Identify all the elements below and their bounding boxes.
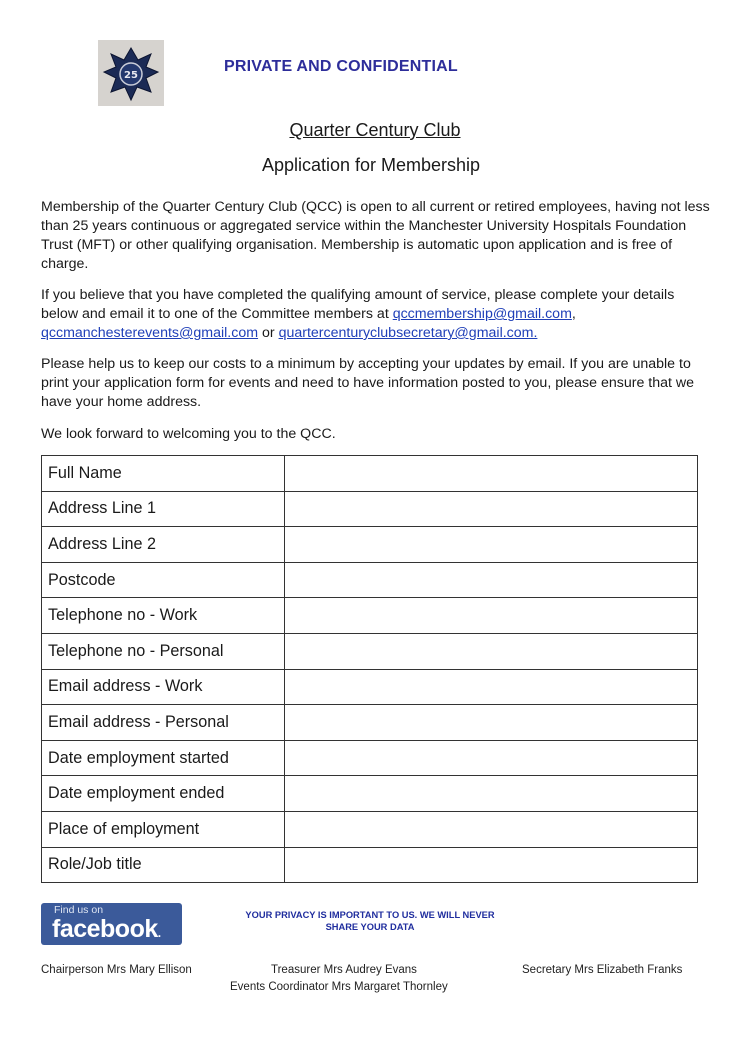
intro-paragraph-welcome: We look forward to welcoming you to the QCC. bbox=[41, 426, 336, 442]
footer-events-coordinator: Events Coordinator Mrs Margaret Thornley bbox=[230, 981, 448, 993]
form-field-label: Address Line 2 bbox=[42, 527, 285, 563]
form-field-label: Place of employment bbox=[42, 811, 285, 847]
form-row bbox=[42, 562, 698, 598]
email-link-secretary[interactable]: quartercenturyclubsecretary@gmail.com. bbox=[278, 325, 538, 341]
privacy-line-2: SHARE YOUR DATA bbox=[325, 922, 415, 932]
form-field-label: Email address - Personal bbox=[42, 705, 285, 741]
form-field-label: Date employment started bbox=[42, 740, 285, 776]
form-field-input[interactable] bbox=[285, 598, 698, 634]
form-field-input[interactable] bbox=[285, 669, 698, 705]
form-field-label: Full Name bbox=[42, 456, 285, 492]
form-row bbox=[42, 705, 698, 741]
email-link-membership[interactable]: qccmembership@gmail.com bbox=[392, 306, 572, 322]
form-row bbox=[42, 811, 698, 847]
form-field-input[interactable] bbox=[285, 705, 698, 741]
intro-paragraph-costs: Please help us to keep our costs to a minimum by accepting your updates by email. If you are unable to print your application form for events and need to have information posted to you, please ensure that we have your home address. bbox=[41, 356, 695, 410]
title-text: Quarter Century Club bbox=[289, 120, 461, 140]
facebook-word: facebook bbox=[52, 915, 158, 943]
form-field-label: Date employment ended bbox=[42, 776, 285, 812]
form-row bbox=[42, 740, 698, 776]
footer-treasurer: Treasurer Mrs Audrey Evans bbox=[271, 964, 417, 976]
email-link-events[interactable]: qccmanchesterevents@gmail.com bbox=[41, 325, 259, 341]
private-confidential-heading: PRIVATE AND CONFIDENTIAL bbox=[224, 58, 458, 75]
form-field-label: Role/Job title bbox=[42, 847, 285, 883]
form-field-label: Telephone no - Work bbox=[42, 598, 285, 634]
form-row bbox=[42, 633, 698, 669]
form-field-input[interactable] bbox=[285, 491, 698, 527]
membership-form-table bbox=[41, 455, 698, 883]
separator-comma: , bbox=[571, 306, 576, 322]
form-field-label: Address Line 1 bbox=[42, 491, 285, 527]
badge-number: 25 bbox=[124, 70, 138, 81]
form-row bbox=[42, 527, 698, 563]
separator-or: or bbox=[258, 325, 279, 341]
form-field-label: Telephone no - Personal bbox=[42, 633, 285, 669]
form-row bbox=[42, 669, 698, 705]
form-field-input[interactable] bbox=[285, 776, 698, 812]
facebook-button[interactable] bbox=[41, 903, 182, 945]
page-subtitle: Application for Membership bbox=[261, 155, 481, 175]
form-row bbox=[42, 456, 698, 492]
footer-chairperson: Chairperson Mrs Mary Ellison bbox=[41, 964, 192, 976]
privacy-line-1: YOUR PRIVACY IS IMPORTANT TO US. WE WILL NEVER bbox=[245, 910, 495, 920]
facebook-dot: . bbox=[157, 926, 161, 940]
intro-paragraph-membership: Membership of the Quarter Century Club (QCC) is open to all current or retired employees, having not less than 25 years continuous or aggregated service within the Manchester University Hospitals Foundation Trust (MFT) or other qualifying organisation. Membership is automatic upon application and is free of charge. bbox=[41, 199, 710, 272]
form-field-input[interactable] bbox=[285, 633, 698, 669]
footer-secretary: Secretary Mrs Elizabeth Franks bbox=[522, 964, 683, 976]
form-row bbox=[42, 491, 698, 527]
form-field-input[interactable] bbox=[285, 847, 698, 883]
intro-paragraph-contact bbox=[41, 286, 711, 343]
page-title bbox=[0, 120, 750, 141]
form-field-input[interactable] bbox=[285, 811, 698, 847]
form-field-label: Email address - Work bbox=[42, 669, 285, 705]
form-row bbox=[42, 598, 698, 634]
contact-text: If you believe that you have completed the qualifying amount of service, please complete your details below and email it to one of the Committee members at bbox=[41, 287, 675, 322]
privacy-notice bbox=[220, 909, 520, 933]
form-field-input[interactable] bbox=[285, 456, 698, 492]
form-field-input[interactable] bbox=[285, 562, 698, 598]
form-field-input[interactable] bbox=[285, 740, 698, 776]
qcc-25-badge-icon bbox=[98, 40, 164, 106]
facebook-find-us-label: Find us on bbox=[54, 904, 104, 916]
facebook-logo-text bbox=[52, 915, 161, 944]
form-row bbox=[42, 776, 698, 812]
form-field-input[interactable] bbox=[285, 527, 698, 563]
form-field-label: Postcode bbox=[42, 562, 285, 598]
form-row bbox=[42, 847, 698, 883]
